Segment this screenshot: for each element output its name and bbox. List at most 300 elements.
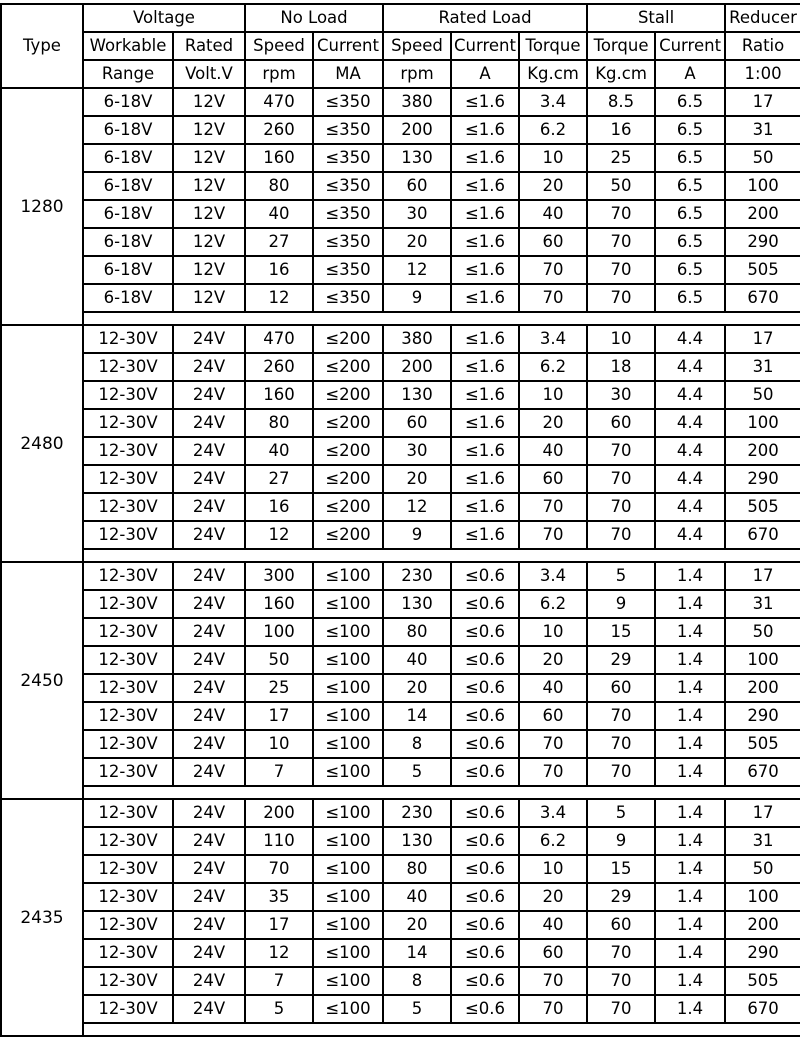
table-cell: 12V bbox=[173, 256, 245, 284]
table-cell: 24V bbox=[173, 730, 245, 758]
table-cell: 50 bbox=[587, 172, 655, 200]
table-cell: 12-30V bbox=[83, 674, 173, 702]
table-cell: ≤100 bbox=[313, 911, 383, 939]
table-cell: 12-30V bbox=[83, 409, 173, 437]
table-cell: 24V bbox=[173, 409, 245, 437]
table-cell: 5 bbox=[383, 758, 451, 786]
table-row bbox=[1, 325, 800, 353]
table-cell: 60 bbox=[519, 702, 587, 730]
table-cell: ≤1.6 bbox=[451, 381, 519, 409]
table-row bbox=[1, 939, 800, 967]
table-cell: ≤0.6 bbox=[451, 590, 519, 618]
type-cell: 2450 bbox=[1, 562, 83, 799]
table-cell: 12-30V bbox=[83, 702, 173, 730]
table-cell: 60 bbox=[519, 228, 587, 256]
table-cell: 290 bbox=[725, 939, 800, 967]
subheader-cell: Current bbox=[655, 32, 725, 60]
table-cell: 40 bbox=[519, 437, 587, 465]
table-row bbox=[1, 256, 800, 284]
table-cell: 130 bbox=[383, 144, 451, 172]
table-cell: ≤350 bbox=[313, 144, 383, 172]
rated-load-header: Rated Load bbox=[383, 4, 587, 32]
table-cell: 17 bbox=[725, 88, 800, 116]
table-cell: 110 bbox=[245, 827, 313, 855]
table-cell: 6.5 bbox=[655, 200, 725, 228]
table-cell: ≤1.6 bbox=[451, 200, 519, 228]
table-cell: 24V bbox=[173, 758, 245, 786]
table-cell: ≤1.6 bbox=[451, 88, 519, 116]
subheader-cell: Speed bbox=[245, 32, 313, 60]
table-cell: 1.4 bbox=[655, 799, 725, 827]
table-cell: 29 bbox=[587, 646, 655, 674]
table-row bbox=[1, 144, 800, 172]
table-cell: 12-30V bbox=[83, 562, 173, 590]
table-row bbox=[1, 674, 800, 702]
table-cell: ≤100 bbox=[313, 618, 383, 646]
table-cell: 12V bbox=[173, 144, 245, 172]
table-cell: 24V bbox=[173, 465, 245, 493]
table-row bbox=[1, 493, 800, 521]
table-cell: 15 bbox=[587, 618, 655, 646]
table-cell: 8 bbox=[383, 730, 451, 758]
table-cell: 80 bbox=[383, 855, 451, 883]
table-cell: 1.4 bbox=[655, 939, 725, 967]
table-cell: 12V bbox=[173, 228, 245, 256]
table-cell: 18 bbox=[587, 353, 655, 381]
group-separator bbox=[83, 786, 800, 799]
table-cell: ≤200 bbox=[313, 521, 383, 549]
group-separator-row bbox=[1, 786, 800, 799]
table-cell: 4.4 bbox=[655, 353, 725, 381]
table-cell: ≤100 bbox=[313, 995, 383, 1023]
table-cell: ≤0.6 bbox=[451, 995, 519, 1023]
table-cell: 24V bbox=[173, 325, 245, 353]
table-row bbox=[1, 381, 800, 409]
table-cell: 130 bbox=[383, 381, 451, 409]
table-cell: 6.5 bbox=[655, 172, 725, 200]
table-cell: 31 bbox=[725, 827, 800, 855]
table-cell: 130 bbox=[383, 590, 451, 618]
table-cell: 1.4 bbox=[655, 618, 725, 646]
table-cell: 20 bbox=[383, 465, 451, 493]
table-cell: ≤0.6 bbox=[451, 618, 519, 646]
table-cell: 50 bbox=[725, 855, 800, 883]
table-row bbox=[1, 228, 800, 256]
table-cell: 40 bbox=[519, 200, 587, 228]
table-cell: 20 bbox=[519, 409, 587, 437]
table-cell: 24V bbox=[173, 437, 245, 465]
table-row bbox=[1, 855, 800, 883]
table-row bbox=[1, 353, 800, 381]
table-cell: ≤200 bbox=[313, 465, 383, 493]
table-cell: 290 bbox=[725, 228, 800, 256]
table-cell: 12 bbox=[245, 284, 313, 312]
table-cell: 6-18V bbox=[83, 144, 173, 172]
table-cell: 10 bbox=[587, 325, 655, 353]
table-cell: 12-30V bbox=[83, 855, 173, 883]
table-cell: 24V bbox=[173, 590, 245, 618]
table-cell: 70 bbox=[587, 521, 655, 549]
table-cell: ≤100 bbox=[313, 562, 383, 590]
table-row bbox=[1, 437, 800, 465]
table-cell: ≤0.6 bbox=[451, 967, 519, 995]
table-cell: 60 bbox=[519, 939, 587, 967]
table-cell: ≤100 bbox=[313, 799, 383, 827]
table-cell: 4.4 bbox=[655, 325, 725, 353]
table-cell: ≤200 bbox=[313, 493, 383, 521]
table-cell: 670 bbox=[725, 284, 800, 312]
table-row bbox=[1, 758, 800, 786]
table-cell: 15 bbox=[587, 855, 655, 883]
subheader-cell: Torque bbox=[587, 32, 655, 60]
table-cell: 160 bbox=[245, 590, 313, 618]
table-cell: 30 bbox=[383, 437, 451, 465]
table-cell: 12-30V bbox=[83, 618, 173, 646]
stall-header: Stall bbox=[587, 4, 725, 32]
table-cell: 60 bbox=[383, 409, 451, 437]
table-cell: 1.4 bbox=[655, 855, 725, 883]
table-cell: 12-30V bbox=[83, 730, 173, 758]
table-row bbox=[1, 590, 800, 618]
table-cell: ≤0.6 bbox=[451, 730, 519, 758]
table-cell: 230 bbox=[383, 562, 451, 590]
reducer-header: Reducer bbox=[725, 4, 800, 32]
table-cell: ≤350 bbox=[313, 172, 383, 200]
table-cell: 50 bbox=[725, 144, 800, 172]
table-cell: 6-18V bbox=[83, 172, 173, 200]
table-cell: ≤1.6 bbox=[451, 284, 519, 312]
table-cell: 24V bbox=[173, 883, 245, 911]
table-cell: 1.4 bbox=[655, 995, 725, 1023]
table-cell: 10 bbox=[519, 855, 587, 883]
table-cell: 10 bbox=[519, 618, 587, 646]
table-cell: 80 bbox=[383, 618, 451, 646]
table-cell: 3.4 bbox=[519, 88, 587, 116]
group-separator-row bbox=[1, 1023, 800, 1036]
table-cell: 60 bbox=[587, 409, 655, 437]
table-cell: 7 bbox=[245, 758, 313, 786]
table-cell: 1.4 bbox=[655, 674, 725, 702]
type-cell: 1280 bbox=[1, 88, 83, 325]
group-separator-row bbox=[1, 549, 800, 562]
table-cell: 12-30V bbox=[83, 381, 173, 409]
table-cell: 14 bbox=[383, 939, 451, 967]
table-cell: ≤1.6 bbox=[451, 465, 519, 493]
table-cell: 10 bbox=[519, 381, 587, 409]
unit-cell: MA bbox=[313, 60, 383, 88]
table-cell: 20 bbox=[383, 674, 451, 702]
header-row-groups bbox=[1, 4, 800, 32]
table-cell: ≤0.6 bbox=[451, 674, 519, 702]
table-cell: ≤100 bbox=[313, 758, 383, 786]
table-cell: ≤200 bbox=[313, 409, 383, 437]
table-cell: 200 bbox=[383, 353, 451, 381]
table-cell: 670 bbox=[725, 521, 800, 549]
table-cell: ≤350 bbox=[313, 116, 383, 144]
table-cell: 1.4 bbox=[655, 827, 725, 855]
table-cell: 70 bbox=[587, 702, 655, 730]
table-row bbox=[1, 702, 800, 730]
table-cell: 470 bbox=[245, 325, 313, 353]
table-cell: ≤100 bbox=[313, 827, 383, 855]
table-cell: 12-30V bbox=[83, 325, 173, 353]
table-cell: ≤200 bbox=[313, 325, 383, 353]
table-cell: 260 bbox=[245, 116, 313, 144]
table-cell: 12-30V bbox=[83, 521, 173, 549]
table-cell: 12-30V bbox=[83, 939, 173, 967]
table-cell: 100 bbox=[725, 409, 800, 437]
group-separator bbox=[83, 312, 800, 325]
table-cell: 670 bbox=[725, 758, 800, 786]
table-cell: 6-18V bbox=[83, 200, 173, 228]
table-cell: 17 bbox=[245, 911, 313, 939]
table-cell: 12-30V bbox=[83, 493, 173, 521]
table-cell: 5 bbox=[383, 995, 451, 1023]
subheader-cell: Speed bbox=[383, 32, 451, 60]
table-row bbox=[1, 646, 800, 674]
table-cell: 31 bbox=[725, 353, 800, 381]
table-cell: 70 bbox=[587, 967, 655, 995]
table-cell: 60 bbox=[519, 465, 587, 493]
table-cell: 40 bbox=[519, 674, 587, 702]
table-cell: 6-18V bbox=[83, 88, 173, 116]
table-row bbox=[1, 911, 800, 939]
table-cell: 27 bbox=[245, 228, 313, 256]
table-cell: ≤100 bbox=[313, 883, 383, 911]
table-cell: 50 bbox=[725, 618, 800, 646]
table-cell: 12V bbox=[173, 88, 245, 116]
table-cell: 6-18V bbox=[83, 228, 173, 256]
table-cell: 30 bbox=[587, 381, 655, 409]
table-row bbox=[1, 200, 800, 228]
table-cell: 24V bbox=[173, 855, 245, 883]
table-cell: 12-30V bbox=[83, 590, 173, 618]
subheader-cell: Current bbox=[313, 32, 383, 60]
table-cell: 35 bbox=[245, 883, 313, 911]
table-cell: 70 bbox=[587, 465, 655, 493]
unit-cell: Range bbox=[83, 60, 173, 88]
table-cell: 6.5 bbox=[655, 228, 725, 256]
table-cell: 24V bbox=[173, 967, 245, 995]
table-cell: 40 bbox=[519, 911, 587, 939]
table-cell: ≤200 bbox=[313, 381, 383, 409]
table-cell: 3.4 bbox=[519, 799, 587, 827]
table-cell: 1.4 bbox=[655, 967, 725, 995]
table-row bbox=[1, 172, 800, 200]
table-cell: 1.4 bbox=[655, 590, 725, 618]
table-row bbox=[1, 409, 800, 437]
table-cell: 70 bbox=[519, 758, 587, 786]
table-cell: 12 bbox=[383, 493, 451, 521]
table-cell: 100 bbox=[725, 172, 800, 200]
table-cell: 60 bbox=[383, 172, 451, 200]
no-load-header: No Load bbox=[245, 4, 383, 32]
unit-cell: Kg.cm bbox=[519, 60, 587, 88]
table-cell: 9 bbox=[383, 521, 451, 549]
table-cell: 6-18V bbox=[83, 284, 173, 312]
table-cell: 17 bbox=[725, 562, 800, 590]
subheader-cell: Ratio bbox=[725, 32, 800, 60]
table-cell: 24V bbox=[173, 521, 245, 549]
table-cell: 12-30V bbox=[83, 995, 173, 1023]
unit-cell: A bbox=[655, 60, 725, 88]
header-row-units bbox=[1, 60, 800, 88]
table-cell: 70 bbox=[587, 437, 655, 465]
unit-cell: A bbox=[451, 60, 519, 88]
table-cell: 24V bbox=[173, 995, 245, 1023]
table-cell: 12V bbox=[173, 116, 245, 144]
table-cell: 4.4 bbox=[655, 521, 725, 549]
table-cell: 70 bbox=[587, 228, 655, 256]
table-row bbox=[1, 827, 800, 855]
table-cell: 470 bbox=[245, 88, 313, 116]
table-cell: 12V bbox=[173, 200, 245, 228]
table-cell: ≤1.6 bbox=[451, 256, 519, 284]
table-cell: ≤350 bbox=[313, 228, 383, 256]
table-cell: 9 bbox=[587, 827, 655, 855]
table-cell: 12V bbox=[173, 172, 245, 200]
table-cell: ≤1.6 bbox=[451, 437, 519, 465]
table-cell: 14 bbox=[383, 702, 451, 730]
table-cell: ≤100 bbox=[313, 967, 383, 995]
table-cell: 5 bbox=[587, 562, 655, 590]
table-cell: 6.5 bbox=[655, 284, 725, 312]
table-cell: 9 bbox=[383, 284, 451, 312]
table-cell: 5 bbox=[587, 799, 655, 827]
table-cell: 5 bbox=[245, 995, 313, 1023]
table-cell: 70 bbox=[587, 730, 655, 758]
table-cell: 17 bbox=[725, 799, 800, 827]
table-cell: 380 bbox=[383, 88, 451, 116]
table-cell: 4.4 bbox=[655, 465, 725, 493]
motor-spec-table bbox=[0, 3, 800, 1037]
table-cell: ≤0.6 bbox=[451, 855, 519, 883]
table-cell: ≤0.6 bbox=[451, 883, 519, 911]
table-cell: ≤0.6 bbox=[451, 799, 519, 827]
table-cell: 24V bbox=[173, 799, 245, 827]
subheader-cell: Rated bbox=[173, 32, 245, 60]
table-row bbox=[1, 967, 800, 995]
subheader-cell: Workable bbox=[83, 32, 173, 60]
unit-cell: Volt.V bbox=[173, 60, 245, 88]
table-cell: 505 bbox=[725, 256, 800, 284]
group-separator bbox=[83, 1023, 800, 1036]
table-cell: 1.4 bbox=[655, 911, 725, 939]
table-cell: 505 bbox=[725, 967, 800, 995]
voltage-header: Voltage bbox=[83, 4, 245, 32]
table-cell: 290 bbox=[725, 702, 800, 730]
table-cell: 70 bbox=[519, 967, 587, 995]
table-cell: 12-30V bbox=[83, 465, 173, 493]
table-cell: 12-30V bbox=[83, 799, 173, 827]
table-row bbox=[1, 995, 800, 1023]
table-cell: 260 bbox=[245, 353, 313, 381]
table-cell: 70 bbox=[587, 939, 655, 967]
table-cell: ≤1.6 bbox=[451, 144, 519, 172]
table-cell: 3.4 bbox=[519, 325, 587, 353]
table-cell: 1.4 bbox=[655, 758, 725, 786]
table-cell: ≤0.6 bbox=[451, 827, 519, 855]
table-cell: 70 bbox=[519, 493, 587, 521]
table-cell: 20 bbox=[383, 911, 451, 939]
table-cell: 24V bbox=[173, 381, 245, 409]
table-cell: 10 bbox=[519, 144, 587, 172]
table-cell: 160 bbox=[245, 381, 313, 409]
unit-cell: rpm bbox=[245, 60, 313, 88]
unit-cell: Kg.cm bbox=[587, 60, 655, 88]
table-row bbox=[1, 618, 800, 646]
table-cell: ≤100 bbox=[313, 939, 383, 967]
table-cell: 20 bbox=[519, 646, 587, 674]
table-cell: 9 bbox=[587, 590, 655, 618]
table-cell: 12-30V bbox=[83, 758, 173, 786]
table-cell: 25 bbox=[245, 674, 313, 702]
table-cell: 70 bbox=[519, 256, 587, 284]
table-cell: 80 bbox=[245, 409, 313, 437]
table-cell: 40 bbox=[245, 437, 313, 465]
table-cell: 40 bbox=[383, 883, 451, 911]
table-cell: 20 bbox=[519, 883, 587, 911]
table-cell: 6.2 bbox=[519, 353, 587, 381]
table-cell: 130 bbox=[383, 827, 451, 855]
table-row bbox=[1, 799, 800, 827]
table-cell: 100 bbox=[725, 883, 800, 911]
table-cell: 60 bbox=[587, 911, 655, 939]
table-cell: 4.4 bbox=[655, 437, 725, 465]
table-row bbox=[1, 465, 800, 493]
table-cell: 70 bbox=[587, 284, 655, 312]
table-cell: 24V bbox=[173, 353, 245, 381]
table-cell: 12-30V bbox=[83, 911, 173, 939]
table-cell: ≤100 bbox=[313, 702, 383, 730]
table-cell: 20 bbox=[519, 172, 587, 200]
table-row bbox=[1, 562, 800, 590]
table-cell: 200 bbox=[725, 674, 800, 702]
table-cell: 24V bbox=[173, 827, 245, 855]
table-cell: 12 bbox=[245, 939, 313, 967]
header-row-subtitles bbox=[1, 32, 800, 60]
table-cell: 24V bbox=[173, 939, 245, 967]
table-cell: 12-30V bbox=[83, 353, 173, 381]
table-cell: 1.4 bbox=[655, 702, 725, 730]
table-cell: 200 bbox=[383, 116, 451, 144]
table-cell: ≤100 bbox=[313, 590, 383, 618]
table-cell: 12-30V bbox=[83, 437, 173, 465]
table-cell: 12-30V bbox=[83, 646, 173, 674]
table-cell: ≤100 bbox=[313, 674, 383, 702]
table-cell: ≤0.6 bbox=[451, 562, 519, 590]
table-cell: 12V bbox=[173, 284, 245, 312]
table-cell: 30 bbox=[383, 200, 451, 228]
table-cell: 70 bbox=[587, 200, 655, 228]
spec-body bbox=[1, 88, 800, 1036]
table-cell: 12-30V bbox=[83, 883, 173, 911]
table-cell: 70 bbox=[519, 730, 587, 758]
table-cell: ≤200 bbox=[313, 437, 383, 465]
table-cell: 17 bbox=[245, 702, 313, 730]
table-cell: 27 bbox=[245, 465, 313, 493]
table-cell: 16 bbox=[245, 493, 313, 521]
table-cell: 290 bbox=[725, 465, 800, 493]
table-cell: ≤350 bbox=[313, 88, 383, 116]
table-cell: 70 bbox=[245, 855, 313, 883]
table-cell: 20 bbox=[383, 228, 451, 256]
table-cell: ≤1.6 bbox=[451, 116, 519, 144]
table-cell: ≤0.6 bbox=[451, 758, 519, 786]
table-cell: ≤0.6 bbox=[451, 911, 519, 939]
table-cell: 8.5 bbox=[587, 88, 655, 116]
table-cell: ≤100 bbox=[313, 855, 383, 883]
